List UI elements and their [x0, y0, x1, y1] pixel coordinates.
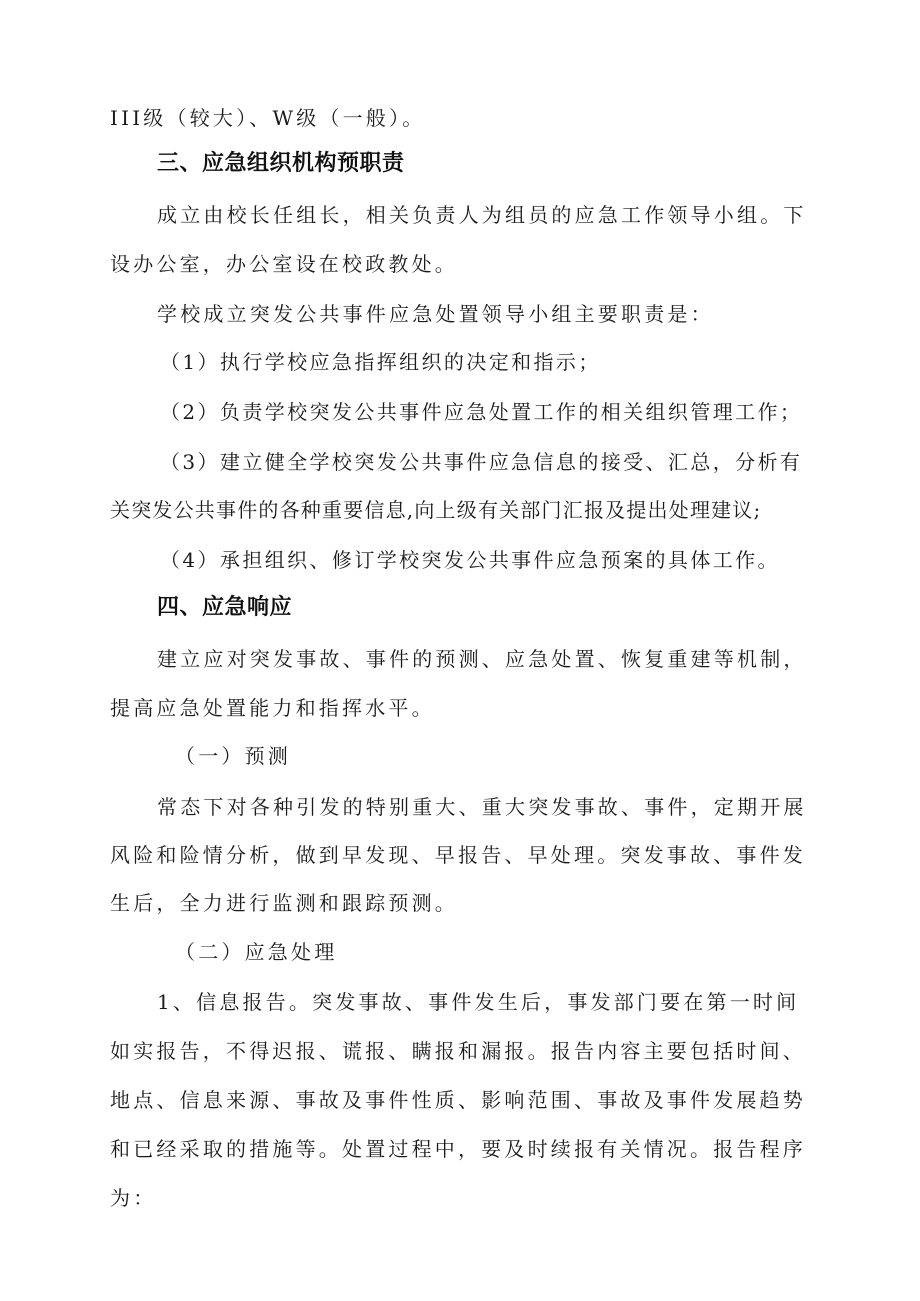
list-item: （1）执行学校应急指挥组织的决定和指示； — [160, 350, 601, 374]
section-heading-3: 三、应急组织机构预职责 — [157, 151, 405, 176]
paragraph-line: 地点、信息来源、事故及事件性质、影响范围、事故及事件发展趋势 — [110, 1088, 806, 1112]
paragraph-line: 提高应急处置能力和指挥水平。 — [110, 696, 435, 720]
paragraph-line: 1、信息报告。突发事故、事件发生后，事发部门要在第一时间 — [157, 990, 800, 1014]
list-item: （3）建立健全学校突发公共事件应急信息的接受、汇总，分析有 — [160, 450, 803, 474]
paragraph-line: 和已经采取的措施等。处置过程中，要及时续报有关情况。报告程序 — [110, 1137, 806, 1161]
paragraph-line: 常态下对各种引发的特别重大、重大突发事故、事件，定期开展 — [157, 795, 807, 819]
paragraph-line: 成立由校长任组长，相关负责人为组员的应急工作领导小组。下 — [157, 203, 807, 227]
subsection-heading: （一）预测 — [175, 744, 291, 768]
paragraph-line: 为： — [110, 1186, 157, 1210]
paragraph-line: 风险和险情分析，做到早发现、早报告、早处理。突发事故、事件发 — [110, 843, 806, 867]
paragraph-line: 生后，全力进行监测和跟踪预测。 — [110, 891, 458, 915]
section-heading-4: 四、应急响应 — [157, 595, 293, 620]
subsection-heading: （二）应急处理 — [175, 940, 338, 964]
paragraph-line: 学校成立突发公共事件应急处置领导小组主要职责是： — [157, 302, 714, 326]
paragraph-line: 设办公室，办公室设在校政教处。 — [110, 252, 458, 276]
paragraph-line: III级（较大）、W级（一般）。 — [110, 106, 426, 130]
list-item: （4）承担组织、修订学校突发公共事件应急预案的具体工作。 — [160, 548, 780, 572]
list-item: （2）负责学校突发公共事件应急处置工作的相关组织管理工作； — [160, 400, 803, 424]
paragraph-line: 建立应对突发事故、事件的预测、应急处置、恢复重建等机制， — [157, 647, 807, 671]
paragraph-line: 如实报告，不得迟报、谎报、瞒报和漏报。报告内容主要包括时间、 — [110, 1039, 806, 1063]
paragraph-line: 关突发公共事件的各种重要信息,向上级有关部门汇报及提出处理建议; — [110, 498, 762, 522]
